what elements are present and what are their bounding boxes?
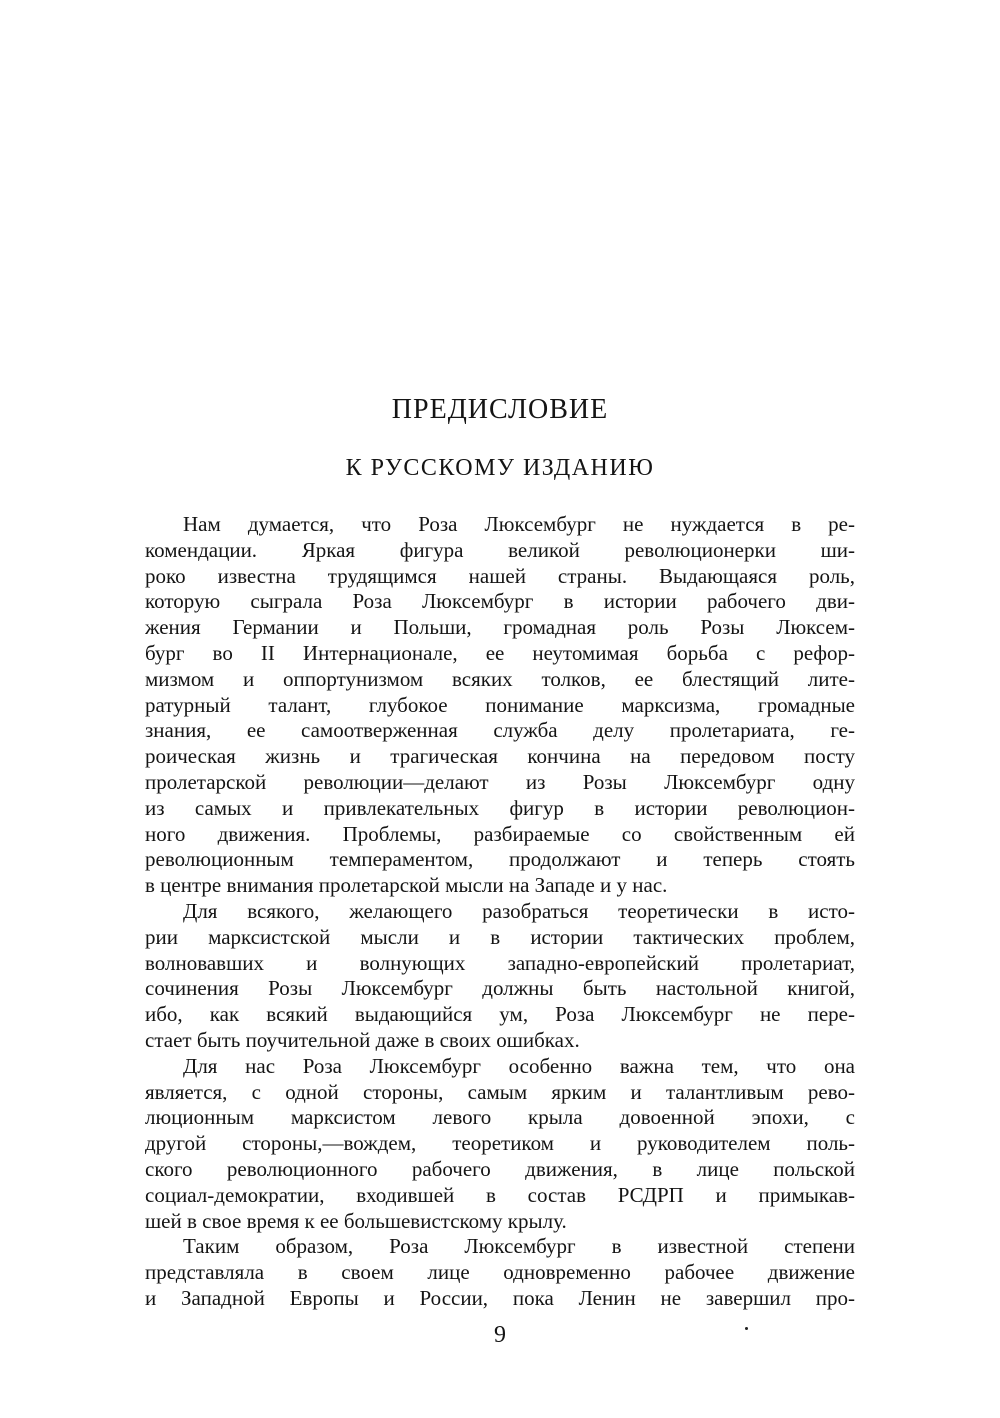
text-line: ибо, как всякий выдающийся ум, Роза Люксембург не пере- xyxy=(145,1002,855,1027)
text-line: социал-демократии, входившей в состав РСДРП и примыкав- xyxy=(145,1182,855,1207)
page-subtitle: К РУССКОМУ ИЗДАНИЮ xyxy=(345,455,655,481)
text-line: роическая жизнь и трагическая кончина на передовом посту xyxy=(145,744,855,769)
paragraph xyxy=(145,512,855,899)
text-line: другой стороны,—вождем, теоретиком и руководителем поль- xyxy=(145,1131,855,1156)
text-line: Нам думается, что Роза Люксембург не нуждается в ре- xyxy=(183,512,855,536)
text-line: представляла в своем лице одновременно рабочее движение xyxy=(145,1260,855,1285)
text-line: Для всякого, желающего разобраться теоретически в исто- xyxy=(183,898,855,923)
text-line: жения Германии и Польши, громадная роль Розы Люксем- xyxy=(145,615,855,640)
text-line: роко известна трудящимся нашей страны. Выдающаяся роль, xyxy=(145,563,855,588)
text-line: люционным марксистом левого крыла довоенной эпохи, с xyxy=(145,1105,855,1130)
text-line: Таким образом, Роза Люксембург в известной степени xyxy=(183,1234,855,1259)
text-line: шей в свое время к ее большевистскому крылу. xyxy=(145,1208,567,1233)
paragraph xyxy=(145,1054,855,1235)
text-line: Для нас Роза Люксембург особенно важна тем, что она xyxy=(183,1053,855,1078)
page-number: 9 xyxy=(494,1322,506,1348)
text-line: ского революционного рабочего движения, в лице польской xyxy=(145,1156,855,1181)
text-line: мизмом и оппортунизмом всяких толков, ее блестящий лите- xyxy=(145,666,855,691)
text-line: комендации. Яркая фигура великой революционерки ши- xyxy=(145,537,855,562)
text-line: революционным темпераментом, продолжают и теперь стоять xyxy=(145,847,855,872)
text-line: которую сыграла Роза Люксембург в истории рабочего дви- xyxy=(145,589,855,614)
text-line: стает быть поучительной даже в своих ошибках. xyxy=(145,1027,580,1052)
text-line: ного движения. Проблемы, разбираемые со свойственным ей xyxy=(145,821,855,846)
text-line: волновавших и волнующих западно-европейский пролетариат, xyxy=(145,950,855,975)
print-speck xyxy=(745,1327,748,1330)
text-line: ратурный талант, глубокое понимание марксизма, громадные xyxy=(145,692,855,717)
text-line: в центре внимания пролетарской мысли на Западе и у нас. xyxy=(145,873,668,898)
page-title: ПРЕДИСЛОВИЕ xyxy=(391,394,609,425)
text-line: бург во II Интернационале, ее неутомимая борьба с рефор- xyxy=(145,640,855,665)
paragraph xyxy=(145,1234,855,1311)
text-line: из самых и привлекательных фигур в истории революцион- xyxy=(145,795,855,820)
body-text xyxy=(145,512,855,1312)
paragraph xyxy=(145,899,855,1054)
text-line: рии марксистской мысли и в истории тактических проблем, xyxy=(145,924,855,949)
text-line: пролетарской революции—делают из Розы Люксембург одну xyxy=(145,769,855,794)
text-line: и Западной Европы и России, пока Ленин не завершил про- xyxy=(145,1285,855,1310)
text-line: знания, ее самоотверженная служба делу пролетариата, ге- xyxy=(145,718,855,743)
text-line: является, с одной стороны, самым ярким и талантливым рево- xyxy=(145,1079,855,1104)
text-line: сочинения Розы Люксембург должны быть настольной книгой, xyxy=(145,976,855,1001)
